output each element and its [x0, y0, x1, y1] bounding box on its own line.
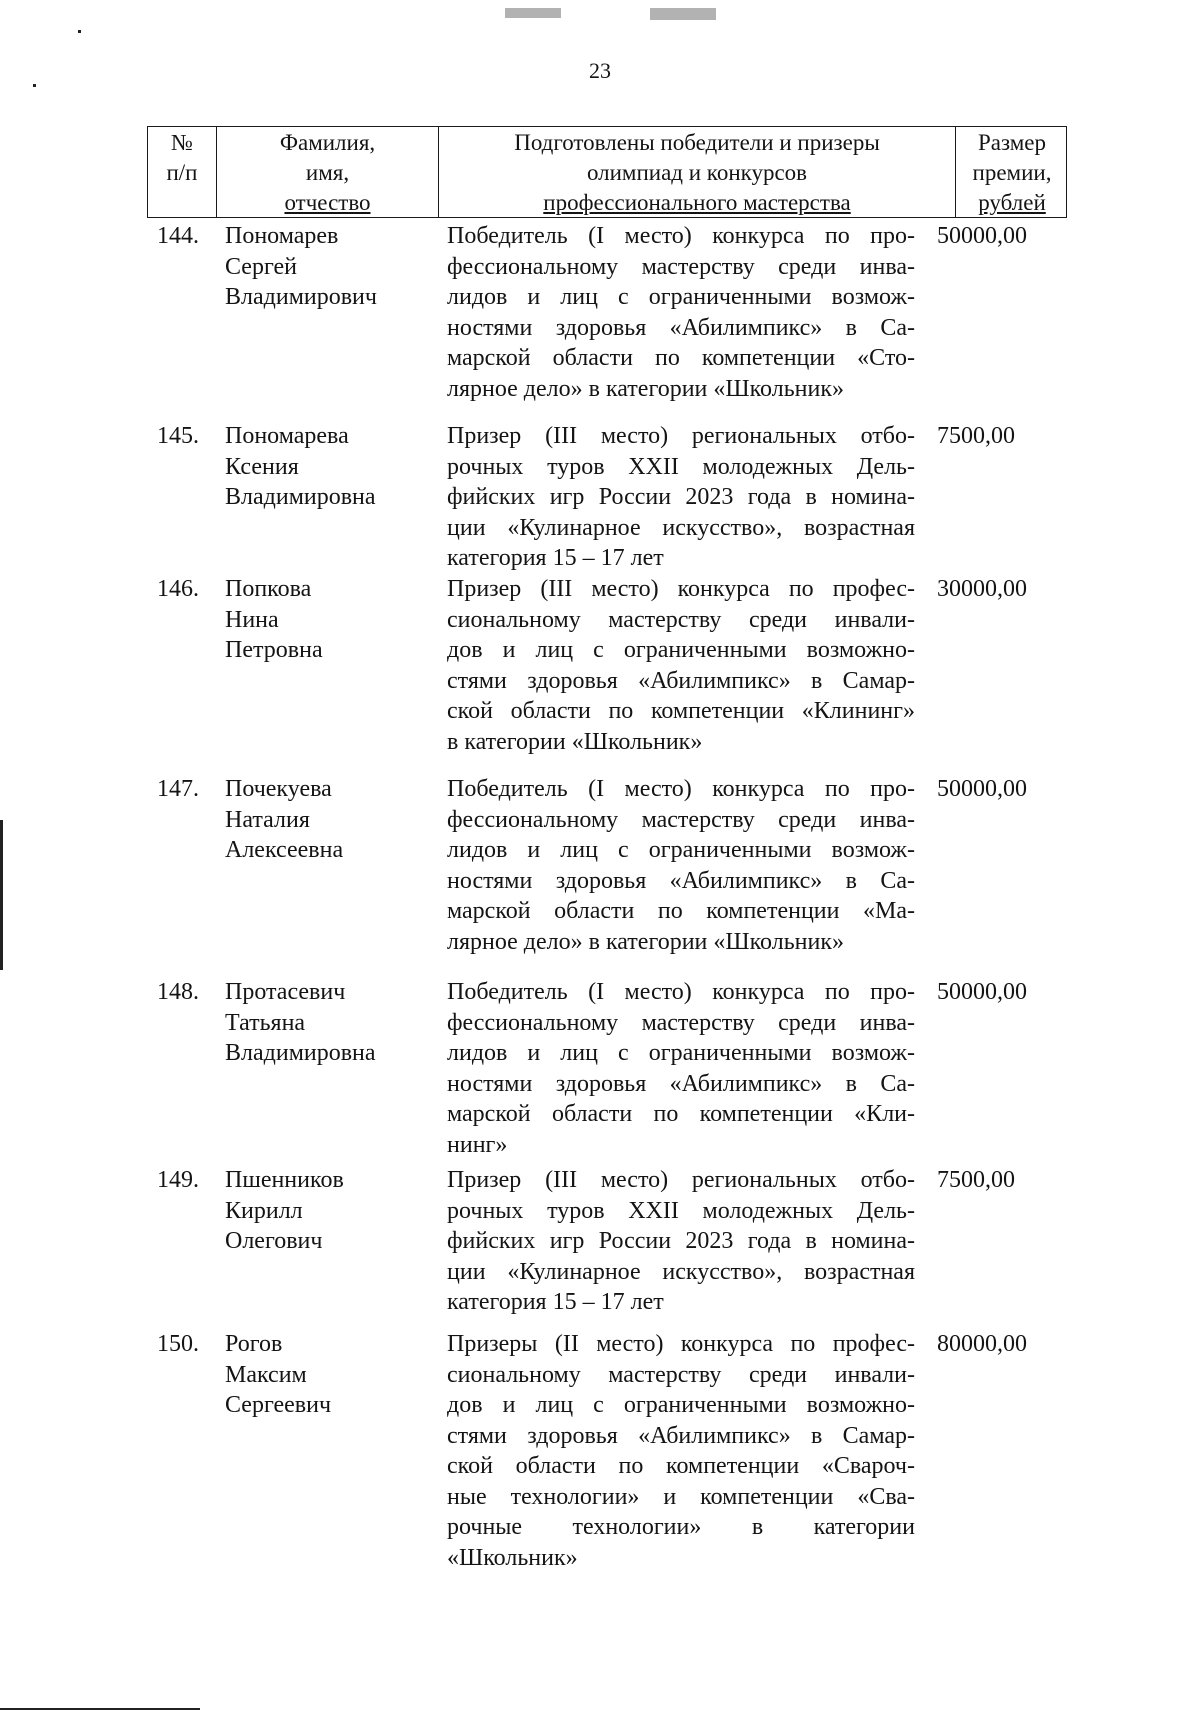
desc-line: Победитель (I место) конкурса по про- — [447, 223, 915, 249]
header-text: Подготовлены победители и призеры — [514, 130, 880, 155]
desc-line: Победитель (I место) конкурса по про- — [447, 979, 915, 1005]
row-name — [225, 977, 435, 1069]
first-name: Кирилл — [225, 1197, 303, 1224]
desc-line: ные технологии» и компетенции «Сва- — [447, 1483, 915, 1510]
first-name: Наталия — [225, 806, 310, 833]
row-prize: 7500,00 — [937, 1167, 1015, 1193]
desc-line: категория 15 – 17 лет — [447, 545, 664, 571]
row-description — [447, 774, 915, 957]
row-description — [447, 421, 915, 574]
patronymic: Алексеевна — [225, 837, 344, 863]
desc-line: марской области по компетенции «Кли- — [447, 1101, 915, 1127]
row-number: 150. — [157, 1331, 199, 1357]
desc-line: стями здоровья «Абилимпикс» в Самар- — [447, 667, 915, 694]
header-text: премии, — [972, 160, 1052, 185]
row-number: 149. — [157, 1167, 199, 1193]
desc-line: ции «Кулинарное искусство», возрастная — [447, 1258, 915, 1285]
desc-line: Призеры (II место) конкурса по профес- — [447, 1331, 915, 1357]
header-text: имя, — [305, 160, 350, 185]
header-prize — [955, 127, 1068, 217]
surname: Пономарев — [225, 223, 339, 249]
header-text: рублей — [978, 190, 1046, 215]
desc-line: фийских игр России 2023 года в номина- — [447, 1228, 915, 1254]
desc-line: ции «Кулинарное искусство», возрастная — [447, 514, 915, 541]
desc-line: ностями здоровья «Абилимпикс» в Са- — [447, 867, 915, 894]
desc-line: «Школьник» — [447, 1544, 578, 1571]
desc-line: фессиональному мастерству среди инва- — [447, 253, 915, 280]
desc-line: ской области по компетенции «Клининг» — [447, 698, 915, 724]
header-number — [148, 127, 216, 217]
desc-line: дов и лиц с ограниченными возможно- — [447, 1392, 915, 1418]
first-name: Нина — [225, 606, 279, 633]
desc-line: фессиональному мастерству среди инва- — [447, 806, 915, 833]
row-prize: 7500,00 — [937, 423, 1015, 449]
desc-line: Победитель (I место) конкурса по про- — [447, 776, 915, 802]
patronymic: Сергеевич — [225, 1392, 332, 1418]
desc-line: марской области по компетенции «Ма- — [447, 898, 915, 924]
header-description — [438, 127, 955, 217]
patronymic: Петровна — [225, 637, 323, 663]
desc-line: лидов и лиц с ограниченными возмож- — [447, 837, 915, 863]
desc-line: лярное дело» в категории «Школьник» — [447, 928, 844, 955]
row-description — [447, 574, 915, 757]
header-text: олимпиад и конкурсов — [586, 160, 808, 185]
surname: Пшенников — [225, 1167, 344, 1193]
desc-line: ской области по компетенции «Свароч- — [447, 1453, 915, 1479]
first-name: Сергей — [225, 253, 297, 280]
patronymic: Владимирович — [225, 284, 377, 310]
row-number: 144. — [157, 223, 199, 249]
desc-line: рочные технологии» в категории — [447, 1514, 915, 1540]
desc-line: категория 15 – 17 лет — [447, 1289, 664, 1315]
desc-line: ностями здоровья «Абилимпикс» в Са- — [447, 1070, 915, 1097]
desc-line: нинг» — [447, 1131, 508, 1158]
header-text: п/п — [166, 160, 198, 185]
row-number: 148. — [157, 979, 199, 1005]
desc-line: марской области по компетенции «Сто- — [447, 345, 915, 371]
row-description — [447, 977, 915, 1160]
row-prize: 50000,00 — [937, 223, 1027, 249]
desc-line: сиональному мастерству среди инвали- — [447, 606, 915, 633]
scan-artifact — [33, 84, 36, 87]
row-number: 145. — [157, 423, 199, 449]
desc-line: стями здоровья «Абилимпикс» в Самар- — [447, 1422, 915, 1449]
patronymic: Владимировна — [225, 484, 376, 510]
desc-line: лярное дело» в категории «Школьник» — [447, 375, 844, 402]
table-header — [147, 126, 1067, 218]
row-description — [447, 1329, 915, 1573]
scan-artifact — [505, 8, 561, 18]
patronymic: Олегович — [225, 1228, 323, 1254]
header-text: Размер — [977, 130, 1047, 155]
row-name — [225, 1165, 435, 1257]
patronymic: Владимировна — [225, 1040, 376, 1066]
row-name — [225, 221, 435, 313]
row-name — [225, 1329, 435, 1421]
desc-line: Призер (III место) конкурса по профес- — [447, 576, 915, 602]
desc-line: фийских игр России 2023 года в номина- — [447, 484, 915, 510]
desc-line: ностями здоровья «Абилимпикс» в Са- — [447, 314, 915, 341]
desc-line: лидов и лиц с ограниченными возмож- — [447, 284, 915, 310]
desc-line: рочных туров XXII молодежных Дель- — [447, 1197, 915, 1224]
first-name: Ксения — [225, 453, 299, 480]
row-prize: 50000,00 — [937, 979, 1027, 1005]
desc-line: Призер (III место) региональных отбо- — [447, 423, 915, 449]
row-prize: 80000,00 — [937, 1331, 1027, 1357]
surname: Рогов — [225, 1331, 283, 1357]
header-text: отчество — [284, 190, 371, 215]
row-number: 146. — [157, 576, 199, 602]
row-description — [447, 1165, 915, 1318]
desc-line: дов и лиц с ограниченными возможно- — [447, 637, 915, 663]
desc-line: сиональному мастерству среди инвали- — [447, 1361, 915, 1388]
row-prize: 30000,00 — [937, 576, 1027, 602]
scan-artifact — [0, 820, 3, 970]
row-number: 147. — [157, 776, 199, 802]
header-text: № — [171, 130, 193, 155]
scan-artifact — [650, 8, 716, 20]
desc-line: Призер (III место) региональных отбо- — [447, 1167, 915, 1193]
surname: Попкова — [225, 576, 312, 602]
desc-line: рочных туров XXII молодежных Дель- — [447, 453, 915, 480]
row-name — [225, 421, 435, 513]
row-description — [447, 221, 915, 404]
surname: Протасевич — [225, 979, 346, 1005]
header-name — [216, 127, 438, 217]
row-name — [225, 774, 435, 866]
scan-artifact — [0, 1708, 200, 1710]
page-number: 23 — [589, 58, 611, 83]
first-name: Татьяна — [225, 1009, 306, 1036]
first-name: Максим — [225, 1361, 307, 1388]
surname: Пономарева — [225, 423, 349, 449]
desc-line: лидов и лиц с ограниченными возмож- — [447, 1040, 915, 1066]
header-text: Фамилия, — [279, 130, 376, 155]
desc-line: в категории «Школьник» — [447, 728, 703, 755]
desc-line: фессиональному мастерству среди инва- — [447, 1009, 915, 1036]
header-text: профессионального мастерства — [543, 190, 851, 215]
row-name — [225, 574, 435, 666]
row-prize: 50000,00 — [937, 776, 1027, 802]
scan-artifact — [78, 30, 81, 33]
surname: Почекуева — [225, 776, 332, 802]
